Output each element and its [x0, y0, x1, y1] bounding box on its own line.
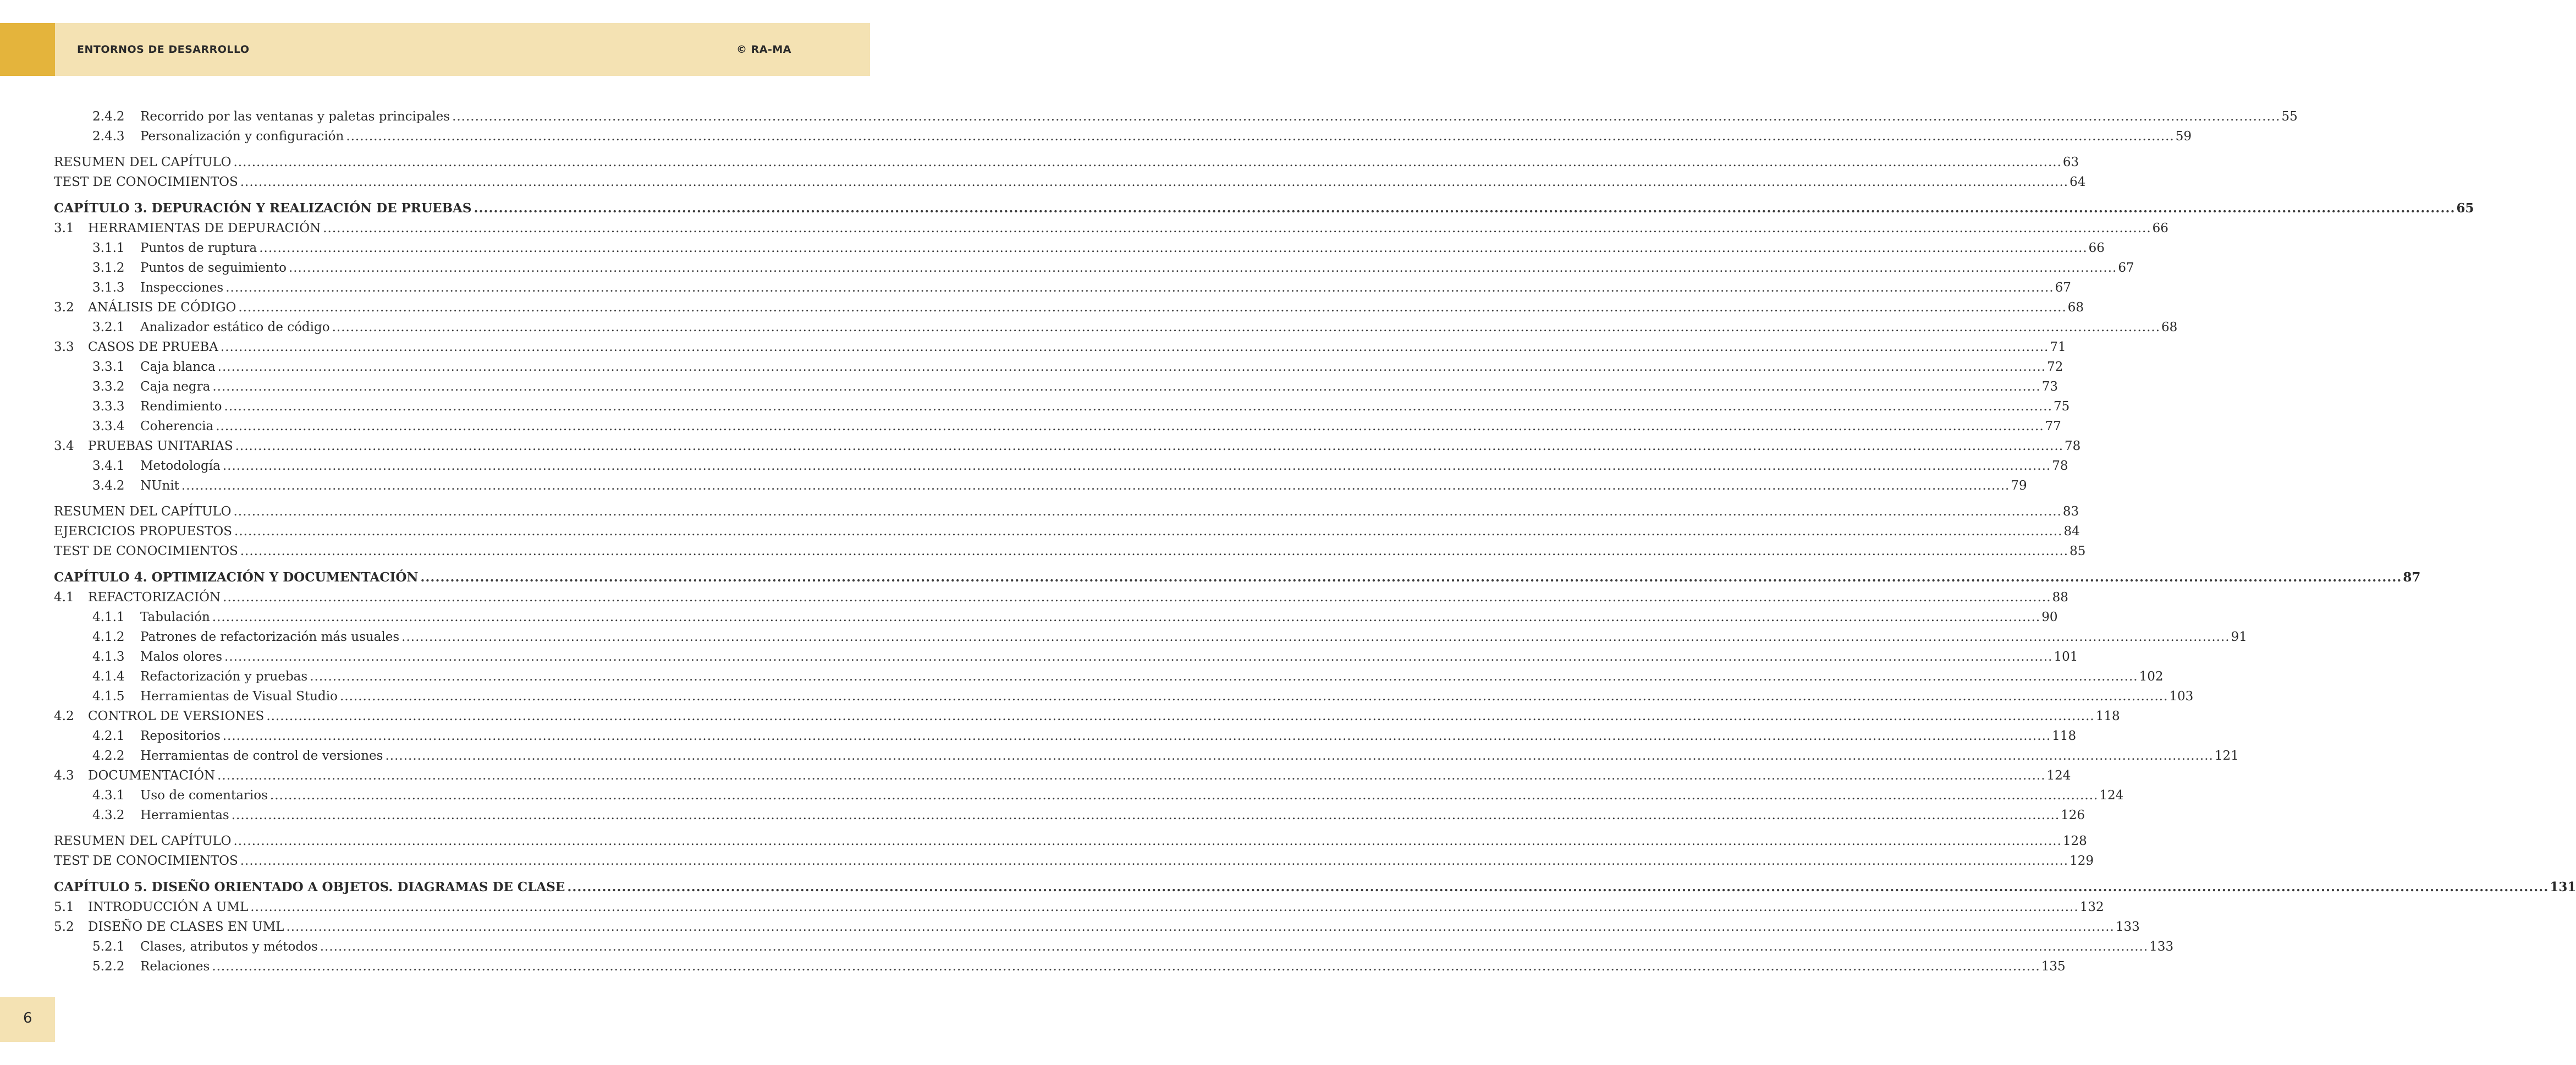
toc-entry-line: [140, 746, 2239, 766]
dot-leader: ................................................................................................................................................................................................................................................................................................................................................................................................................: [452, 109, 2281, 124]
dot-leader: ................................................................................................................................................................................................................................................................................................................................................................................................................: [240, 854, 2069, 868]
toc-entry: [54, 917, 2140, 937]
toc-entry: [54, 377, 2058, 397]
dot-leader: ................................................................................................................................................................................................................................................................................................................................................................................................................: [240, 544, 2069, 558]
toc-entry: [54, 172, 2086, 192]
dot-leader: ................................................................................................................................................................................................................................................................................................................................................................................................................: [238, 300, 2067, 315]
dot-leader: ................................................................................................................................................................................................................................................................................................................................................................................................................: [212, 959, 2040, 974]
running-header-publisher: © RA-MA: [736, 43, 791, 56]
dot-leader: ................................................................................................................................................................................................................................................................................................................................................................................................................: [385, 749, 2214, 763]
toc-entry-title: REFACTORIZACIÓN: [88, 590, 221, 605]
dot-leader: ................................................................................................................................................................................................................................................................................................................................................................................................................: [235, 439, 2064, 453]
toc-entry-line: [140, 258, 2134, 278]
toc-entry-title: CAPÍTULO 5. DISEÑO ORIENTADO A OBJETOS. DIAGRAMAS DE CLASE: [54, 880, 565, 894]
toc-entry-number: 4.2: [54, 709, 74, 723]
toc-entry-number: 3.3: [54, 340, 74, 354]
toc-entry-number: 3.3.2: [92, 380, 125, 394]
toc-entry-line: [140, 317, 2178, 337]
toc-entry: [54, 746, 2239, 766]
toc-chapter-entry: [54, 568, 2421, 588]
toc-entry-line: [140, 416, 2061, 436]
dot-leader: ................................................................................................................................................................................................................................................................................................................................................................................................................: [231, 808, 2060, 822]
toc-entry-title: Repositorios: [140, 729, 221, 743]
running-header-title: ENTORNOS DE DESARROLLO: [77, 43, 250, 56]
toc-entry: [54, 152, 2079, 172]
dot-leader: ................................................................................................................................................................................................................................................................................................................................................................................................................: [233, 834, 2062, 848]
toc-entry-title: Malos olores: [140, 650, 223, 664]
toc-entry-title: Tabulación: [140, 610, 210, 624]
toc-entry-line: [140, 127, 2192, 146]
toc-entry-line: [88, 766, 2071, 786]
toc-entry-page: 121: [2214, 749, 2239, 763]
toc-entry-line: [140, 647, 2078, 667]
toc-entry-page: 90: [2041, 610, 2058, 624]
toc-entry-line: [140, 687, 2194, 706]
toc-entry-line: [140, 627, 2247, 647]
toc-entry: [54, 805, 2085, 825]
toc-entry: [54, 897, 2104, 917]
dot-leader: ................................................................................................................................................................................................................................................................................................................................................................................................................: [339, 689, 2168, 704]
toc-entry: [54, 218, 2168, 238]
toc-entry-number: 4.1.2: [92, 630, 125, 644]
toc-entry-line: [54, 502, 2079, 521]
toc-entry-title: HERRAMIENTAS DE DEPURACIÓN: [88, 221, 321, 235]
toc-entry: [54, 456, 2068, 476]
toc-entry: [54, 337, 2066, 357]
toc-entry-title: Relaciones: [140, 959, 210, 974]
toc-entry-title: INTRODUCCIÓN A UML: [88, 900, 249, 914]
toc-entry: [54, 687, 2194, 706]
toc-entry: [54, 706, 2120, 726]
toc-entry-title: Personalización y configuración: [140, 129, 344, 144]
toc-entry-title: RESUMEN DEL CAPÍTULO: [54, 155, 232, 169]
toc-entry-page: 124: [2099, 788, 2124, 803]
toc-entry-page: 85: [2069, 544, 2086, 558]
toc-entry-number: 3.1.2: [92, 261, 125, 275]
toc-entry-page: 67: [2118, 261, 2134, 275]
toc-entry: [54, 238, 2105, 258]
toc-entry: [54, 436, 2081, 456]
toc-entry-number: 3.4.2: [92, 479, 125, 493]
toc-entry-number: 5.2.2: [92, 959, 125, 974]
dot-leader: ................................................................................................................................................................................................................................................................................................................................................................................................................: [401, 630, 2230, 644]
dot-leader: ................................................................................................................................................................................................................................................................................................................................................................................................................: [225, 281, 2054, 295]
dot-leader: ................................................................................................................................................................................................................................................................................................................................................................................................................: [224, 399, 2052, 414]
toc-entry-line: [140, 726, 2077, 746]
toc-entry-title: Recorrido por las ventanas y paletas principales: [140, 109, 450, 124]
toc-entry-page: 71: [2050, 340, 2066, 354]
toc-entry-page: 84: [2063, 524, 2080, 539]
toc-entry-page: 103: [2169, 689, 2194, 704]
toc-entry-number: 2.4.2: [92, 109, 125, 124]
toc-entry-number: 4.1.4: [92, 669, 125, 684]
dot-leader: ................................................................................................................................................................................................................................................................................................................................................................................................................: [346, 129, 2175, 144]
toc-entry-title: Refactorización y pruebas: [140, 669, 308, 684]
toc-entry-number: 3.1.1: [92, 241, 125, 255]
toc-entry-page: 64: [2069, 175, 2086, 189]
toc-entry-line: [54, 172, 2086, 192]
toc-entry-page: 73: [2041, 380, 2058, 394]
dot-leader: ................................................................................................................................................................................................................................................................................................................................................................................................................: [567, 880, 2549, 894]
toc-entry-number: 3.2: [54, 300, 74, 315]
dot-leader: ................................................................................................................................................................................................................................................................................................................................................................................................................: [474, 201, 2456, 216]
dot-leader: ................................................................................................................................................................................................................................................................................................................................................................................................................: [217, 768, 2046, 783]
toc-entry-line: [140, 456, 2068, 476]
toc-entry-number: 4.2.1: [92, 729, 125, 743]
toc-entry-line: [88, 298, 2084, 317]
toc-entry: [54, 127, 2192, 146]
toc-entry-title: RESUMEN DEL CAPÍTULO: [54, 504, 232, 519]
toc-entry: [54, 851, 2094, 871]
dot-leader: ................................................................................................................................................................................................................................................................................................................................................................................................................: [259, 241, 2088, 255]
toc-entry-line: [88, 917, 2140, 937]
toc-entry: [54, 766, 2071, 786]
toc-entry-number: 3.2.1: [92, 320, 125, 334]
toc-entry-line: [140, 667, 2164, 687]
toc-entry-title: Inspecciones: [140, 281, 224, 295]
toc-entry-line: [140, 957, 2066, 976]
dot-leader: ................................................................................................................................................................................................................................................................................................................................................................................................................: [216, 419, 2044, 433]
toc-entry-title: NUnit: [140, 479, 179, 493]
toc-entry: [54, 298, 2084, 317]
dot-leader: ................................................................................................................................................................................................................................................................................................................................................................................................................: [212, 610, 2041, 624]
toc-entry-number: 5.1: [54, 900, 74, 914]
toc-entry-line: [54, 851, 2094, 871]
toc-entry-title: Caja negra: [140, 380, 211, 394]
toc-entry-page: 87: [2403, 570, 2421, 585]
toc-entry-title: ANÁLISIS DE CÓDIGO: [88, 300, 236, 315]
toc-entry-page: 128: [2062, 834, 2087, 848]
toc-entry-title: Herramientas: [140, 808, 229, 822]
toc-entry-page: 124: [2046, 768, 2071, 783]
toc-entry-title: Herramientas de Visual Studio: [140, 689, 338, 704]
toc-entry-page: 118: [2052, 729, 2077, 743]
toc-entry-number: 3.3.3: [92, 399, 125, 414]
toc-entry-page: 68: [2067, 300, 2084, 315]
toc-entry-page: 72: [2047, 360, 2063, 374]
toc-entry-page: 78: [2065, 439, 2081, 453]
toc-entry-title: Patrones de refactorización más usuales: [140, 630, 400, 644]
toc-entry-page: 67: [2055, 281, 2071, 295]
toc-chapter-entry: [54, 877, 2576, 897]
toc-entry: [54, 786, 2124, 805]
toc-entry-line: [140, 278, 2071, 298]
toc-entry-title: TEST DE CONOCIMIENTOS: [54, 854, 238, 868]
toc-entry-title: PRUEBAS UNITARIAS: [88, 439, 233, 453]
toc-entry: [54, 647, 2078, 667]
toc-entry-page: 132: [2079, 900, 2104, 914]
toc-entry-page: 77: [2045, 419, 2061, 433]
toc-entry-page: 59: [2175, 129, 2192, 144]
toc-entry-line: [140, 107, 2298, 127]
dot-leader: ................................................................................................................................................................................................................................................................................................................................................................................................................: [266, 709, 2095, 723]
toc-entry-page: 66: [2088, 241, 2105, 255]
toc-entry-title: EJERCICIOS PROPUESTOS: [54, 524, 233, 539]
toc-entry-page: 65: [2456, 201, 2474, 216]
toc-entry-number: 5.2.1: [92, 940, 125, 954]
toc-entry-line: [54, 152, 2079, 172]
dot-leader: ................................................................................................................................................................................................................................................................................................................................................................................................................: [181, 479, 2010, 493]
toc-entry-line: [54, 877, 2576, 897]
toc-entry-page: 83: [2062, 504, 2079, 519]
toc-entry-line: [140, 805, 2085, 825]
toc-entry-page: 78: [2052, 459, 2068, 473]
dot-leader: ................................................................................................................................................................................................................................................................................................................................................................................................................: [310, 669, 2138, 684]
dot-leader: ................................................................................................................................................................................................................................................................................................................................................................................................................: [288, 261, 2117, 275]
toc-entry-number: 3.4: [54, 439, 74, 453]
toc-entry-number: 3.4.1: [92, 459, 125, 473]
toc-entry-page: 131: [2550, 880, 2576, 894]
toc-entry-title: CONTROL DE VERSIONES: [88, 709, 265, 723]
toc-entry-title: Herramientas de control de versiones: [140, 749, 383, 763]
toc-entry-title: CASOS DE PRUEBA: [88, 340, 218, 354]
toc-entry-number: 2.4.3: [92, 129, 125, 144]
toc-entry-title: Puntos de ruptura: [140, 241, 257, 255]
toc-entry: [54, 258, 2134, 278]
header-accent-tab: [0, 23, 55, 76]
toc-entry-page: 102: [2139, 669, 2164, 684]
toc-entry-line: [140, 786, 2124, 805]
dot-leader: ................................................................................................................................................................................................................................................................................................................................................................................................................: [240, 175, 2069, 189]
toc-entry-number: 4.3: [54, 768, 74, 783]
toc-entry-line: [88, 218, 2168, 238]
toc-entry-line: [140, 377, 2058, 397]
toc-entry-line: [54, 521, 2080, 541]
toc-entry: [54, 607, 2058, 627]
toc-entry-page: 55: [2281, 109, 2298, 124]
toc-entry: [54, 416, 2061, 436]
toc-entry-number: 4.3.1: [92, 788, 125, 803]
toc-entry: [54, 521, 2080, 541]
toc-entry-page: 133: [2115, 920, 2140, 934]
toc-entry: [54, 726, 2077, 746]
toc-entry-number: 4.1: [54, 590, 74, 605]
toc-entry-line: [88, 337, 2066, 357]
dot-leader: ................................................................................................................................................................................................................................................................................................................................................................................................................: [286, 920, 2115, 934]
toc-entry-number: 4.1.5: [92, 689, 125, 704]
dot-leader: ................................................................................................................................................................................................................................................................................................................................................................................................................: [223, 590, 2051, 605]
dot-leader: ................................................................................................................................................................................................................................................................................................................................................................................................................: [420, 570, 2402, 585]
toc-entry: [54, 317, 2178, 337]
toc-entry-number: 3.1.3: [92, 281, 125, 295]
toc-entry-title: Caja blanca: [140, 360, 216, 374]
toc-entry-line: [140, 937, 2174, 957]
toc-entry-page: 101: [2054, 650, 2078, 664]
toc-entry-title: Rendimiento: [140, 399, 222, 414]
dot-leader: ................................................................................................................................................................................................................................................................................................................................................................................................................: [320, 940, 2149, 954]
dot-leader: ................................................................................................................................................................................................................................................................................................................................................................................................................: [332, 320, 2161, 334]
toc-entry-page: 91: [2231, 630, 2247, 644]
toc-entry-title: TEST DE CONOCIMIENTOS: [54, 544, 238, 558]
toc-entry-line: [88, 588, 2068, 607]
dot-leader: ................................................................................................................................................................................................................................................................................................................................................................................................................: [224, 650, 2053, 664]
dot-leader: ................................................................................................................................................................................................................................................................................................................................................................................................................: [220, 340, 2049, 354]
toc-entry-title: Metodología: [140, 459, 221, 473]
toc-entry-line: [54, 831, 2087, 851]
toc-entry-number: 4.1.3: [92, 650, 125, 664]
toc-entry: [54, 957, 2066, 976]
toc-entry-number: 5.2: [54, 920, 74, 934]
toc-entry-page: 135: [2041, 959, 2066, 974]
toc-entry-number: 3.3.1: [92, 360, 125, 374]
toc-entry: [54, 397, 2070, 416]
toc-entry-page: 88: [2052, 590, 2068, 605]
toc-entry-page: 133: [2149, 940, 2174, 954]
dot-leader: ................................................................................................................................................................................................................................................................................................................................................................................................................: [233, 155, 2062, 169]
toc-entry-page: 68: [2161, 320, 2178, 334]
toc-entry-line: [140, 238, 2105, 258]
dot-leader: ................................................................................................................................................................................................................................................................................................................................................................................................................: [217, 360, 2046, 374]
toc-entry-page: 63: [2062, 155, 2079, 169]
dot-leader: ................................................................................................................................................................................................................................................................................................................................................................................................................: [250, 900, 2079, 914]
toc-entry-page: 118: [2095, 709, 2120, 723]
toc-entry: [54, 627, 2247, 647]
toc-entry-number: 4.3.2: [92, 808, 125, 822]
toc-entry-title: TEST DE CONOCIMIENTOS: [54, 175, 238, 189]
toc-entry: [54, 107, 2298, 127]
toc-entry-page: 75: [2053, 399, 2070, 414]
toc-entry: [54, 357, 2063, 377]
toc-entry-title: Uso de comentarios: [140, 788, 268, 803]
dot-leader: ................................................................................................................................................................................................................................................................................................................................................................................................................: [323, 221, 2151, 235]
toc-entry: [54, 667, 2164, 687]
dot-leader: ................................................................................................................................................................................................................................................................................................................................................................................................................: [222, 459, 2051, 473]
toc-entry-line: [88, 436, 2081, 456]
toc-entry-line: [54, 199, 2474, 218]
toc-entry-number: 4.2.2: [92, 749, 125, 763]
toc-entry-line: [140, 397, 2070, 416]
toc-entry: [54, 476, 2027, 496]
toc-entry-line: [88, 897, 2104, 917]
toc-entry: [54, 937, 2174, 957]
toc-entry-title: CAPÍTULO 3. DEPURACIÓN Y REALIZACIÓN DE PRUEBAS: [54, 201, 472, 216]
dot-leader: ................................................................................................................................................................................................................................................................................................................................................................................................................: [212, 380, 2041, 394]
toc-entry-number: 3.1: [54, 221, 74, 235]
toc-entry-line: [140, 476, 2027, 496]
toc-entry-page: 129: [2069, 854, 2094, 868]
toc-entry-page: 79: [2011, 479, 2027, 493]
toc-entry-title: DISEÑO DE CLASES EN UML: [88, 920, 284, 934]
toc-entry-title: Analizador estático de código: [140, 320, 330, 334]
dot-leader: ................................................................................................................................................................................................................................................................................................................................................................................................................: [234, 524, 2063, 539]
toc-entry: [54, 502, 2079, 521]
dot-leader: ................................................................................................................................................................................................................................................................................................................................................................................................................: [222, 729, 2051, 743]
toc-entry-line: [54, 541, 2086, 561]
toc-entry: [54, 541, 2086, 561]
toc-entry-title: RESUMEN DEL CAPÍTULO: [54, 834, 232, 848]
toc-entry-number: 4.1.1: [92, 610, 125, 624]
toc-entry: [54, 831, 2087, 851]
toc-entry: [54, 278, 2071, 298]
toc-entry-title: Coherencia: [140, 419, 214, 433]
dot-leader: ................................................................................................................................................................................................................................................................................................................................................................................................................: [269, 788, 2099, 803]
toc-entry-page: 126: [2061, 808, 2085, 822]
toc-entry-line: [54, 568, 2421, 588]
toc-entry-title: Puntos de seguimiento: [140, 261, 287, 275]
toc-entry-number: 3.3.4: [92, 419, 125, 433]
toc-entry-line: [140, 607, 2058, 627]
toc-entry-title: CAPÍTULO 4. OPTIMIZACIÓN Y DOCUMENTACIÓN: [54, 570, 419, 585]
dot-leader: ................................................................................................................................................................................................................................................................................................................................................................................................................: [233, 504, 2062, 519]
page-number: 6: [23, 1010, 32, 1026]
toc-entry-line: [88, 706, 2120, 726]
toc-entry: [54, 588, 2068, 607]
toc-chapter-entry: [54, 199, 2474, 218]
toc-entry-title: DOCUMENTACIÓN: [88, 768, 216, 783]
table-of-contents: [54, 107, 2576, 976]
toc-entry-line: [140, 357, 2063, 377]
toc-entry-page: 66: [2152, 221, 2168, 235]
toc-entry-title: Clases, atributos y métodos: [140, 940, 318, 954]
